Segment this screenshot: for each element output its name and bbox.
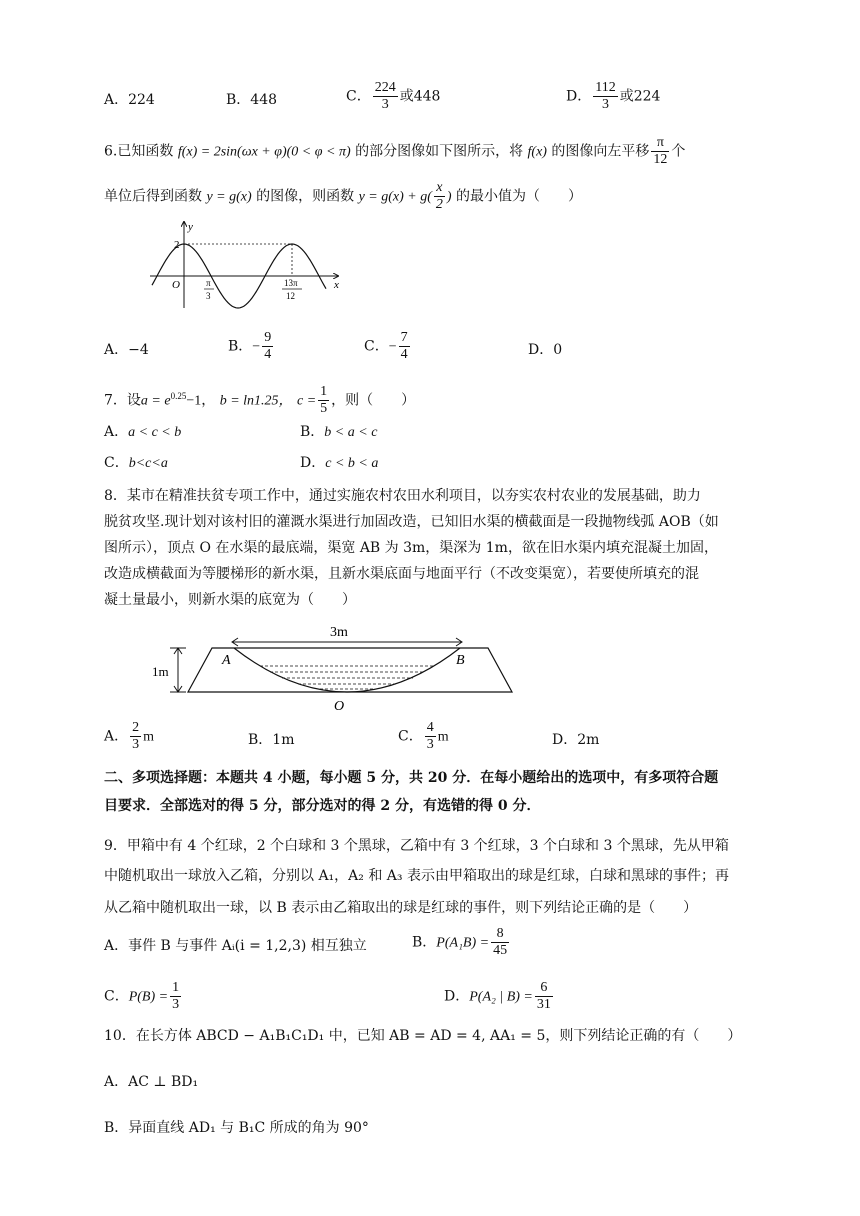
q8-channel-figure: [150, 622, 520, 714]
tick1-num: π: [206, 278, 211, 288]
q9-line3: 从乙箱中随机取出一球，以 B 表示由乙箱取出的球是红球的事件，则下列结论正确的是（ ）: [104, 900, 698, 916]
q6-stem-line2: 单位后得到函数 y = g(x) 的图像，则函数 y = g(x) + g( $\frac{x}{2}$ ) 的最小值为（ ）: [104, 180, 582, 212]
q6-option-b: B．− $\frac{9}{4}$: [228, 330, 272, 362]
q7-option-c: C．b<c<a: [104, 455, 168, 471]
depth-label: 1m: [152, 664, 169, 679]
q8-line3: 图所示），顶点 O 在水渠的最底端，渠宽 AB 为 3m，渠深为 1m，欲在旧水渠内填充混凝土加固，: [104, 540, 718, 556]
q6-function: f(x) = 2sin(ωx + φ)(0 < φ < π): [177, 144, 351, 160]
q9-option-c: C．P(B) = $\frac{1}{3}$: [104, 980, 180, 1012]
q6-option-a: A．−4: [104, 342, 149, 358]
q6-option-d: D．0: [528, 342, 563, 358]
q9-line2: 中随机取出一球放入乙箱，分别以 A₁，A₂ 和 A₃ 表示由甲箱取出的球是红球，白球和黑球的事件；再: [104, 868, 729, 884]
q8-line4: 改造成横截面为等腰梯形的新水渠，且新水渠底面与地面平行（不改变渠宽），若要使所填充的混: [104, 566, 699, 582]
q5-option-c-label: C．: [346, 88, 371, 105]
point-A: A: [222, 653, 231, 668]
q6-stem-line1: 6.已知函数 f(x) = 2sin(ωx + φ)(0 < φ < π) 的部分图像如下图所示，将 f(x) 的图像向左平移 $\frac{\pi}{12}$ 个: [104, 135, 686, 167]
q8-line5: 凝土量最小，则新水渠的底宽为（ ）: [104, 592, 356, 608]
q7-stem: 7．设$a = e^{0.25}-1$， b = ln1.25， c = $\frac{1}{5}$ ，则（ ）: [104, 384, 416, 416]
q5-option-c: [346, 80, 440, 113]
q8-option-b: B．1m: [248, 732, 295, 748]
point-B: B: [456, 653, 465, 668]
q7-option-b: B．b < a < c: [300, 424, 378, 440]
q8-line2: 脱贫攻坚.现计划对该村旧的灌溉水渠进行加固改造，已知旧水渠的横截面是一段抛物线弧 AOB（如: [104, 514, 719, 530]
q5-option-c-frac: $\frac{224}{3}$: [374, 80, 396, 112]
tick2-num: 13π: [284, 278, 298, 288]
q9-option-d: D．P(A₂ | B) = $\frac{6}{31}$: [444, 980, 551, 1012]
tick2-den: 12: [286, 291, 295, 301]
q5-option-d-frac: $\frac{112}{3}$: [595, 80, 616, 112]
q8-line1: 8．某市在精准扶贫专项工作中，通过实施农村农田水利项目，以夯实农村农业的发展基础，助力: [104, 488, 701, 504]
q9-option-a: A．事件 B 与事件 Aᵢ(i = 1,2,3) 相互独立: [104, 938, 367, 954]
q10-option-b: B．异面直线 AD₁ 与 B₁C 所成的角为 90°: [104, 1120, 369, 1136]
q6-option-c: C．− $\frac{7}{4}$: [364, 330, 408, 362]
q7-option-d: D．c < b < a: [300, 455, 379, 471]
peak-label: 2: [174, 239, 180, 251]
x-label: x: [334, 279, 339, 291]
tick1-den: 3: [206, 291, 211, 301]
q9-option-b: B．P(A₁B) = $\frac{8}{45}$: [412, 926, 508, 958]
y-label: y: [188, 221, 193, 233]
section2-heading-line2: 目要求．全部选对的得 5 分，部分选对的得 2 分，有选错的得 0 分．: [104, 798, 541, 814]
q5-option-b: B．448: [226, 92, 278, 108]
q5-option-c-tail: 或448: [399, 88, 441, 105]
q8-option-d: D．2m: [552, 732, 600, 748]
origin-label: O: [172, 279, 180, 291]
q6-half-frac: $\frac{x}{2}$: [435, 180, 443, 212]
q7-option-a: A．a < c < b: [104, 424, 182, 440]
q6-sine-graph: [148, 216, 348, 316]
q9-line1: 9．甲箱中有 4 个红球，2 个白球和 3 个黑球，乙箱中有 3 个红球，3 个白球和 3 个黑球，先从甲箱: [104, 838, 729, 854]
q8-option-c: C． $\frac{4}{3}$ m: [398, 720, 449, 752]
point-O: O: [334, 699, 345, 714]
q10-stem: 10．在长方体 ABCD − A₁B₁C₁D₁ 中，已知 AB = AD = 4, AA₁ = 5，则下列结论正确的有（ ）: [104, 1028, 742, 1044]
parabola-arc: [234, 648, 460, 692]
q10-option-a: A．AC ⊥ BD₁: [104, 1074, 199, 1090]
q6-shift-frac: $\frac{\pi}{12}$: [653, 135, 668, 167]
q5-option-a: A．224: [104, 92, 155, 108]
width-label: 3m: [330, 625, 348, 640]
q5-option-d: D． $\frac{112}{3}$ 或224: [566, 80, 661, 112]
q8-option-a: A． $\frac{2}{3}$ m: [104, 720, 155, 752]
section2-heading-line1: 二、多项选择题：本题共 4 小题，每小题 5 分，共 20 分．在每小题给出的选项中，有多项符合题: [104, 770, 719, 786]
